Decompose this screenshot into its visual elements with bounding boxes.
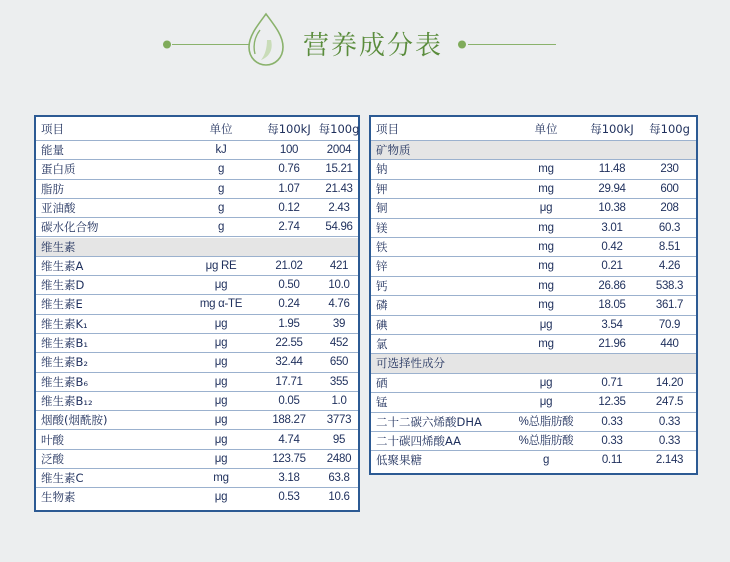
per-100kj-value: 0.42 xyxy=(601,241,623,253)
unit-cell: μg xyxy=(214,317,228,330)
per-100g-value: 538.3 xyxy=(655,279,684,292)
per-100kj-value: 11.48 xyxy=(598,163,626,176)
per-100g-value: 247.5 xyxy=(655,396,684,409)
nutrient-name: 泛酸 xyxy=(41,451,64,466)
per-100kj-value: 0.33 xyxy=(601,435,623,447)
unit-cell: mg xyxy=(538,163,554,176)
per-100kj-value: 0.05 xyxy=(278,394,300,407)
unit-cell: μg xyxy=(214,414,228,427)
per-100g-value: 2.143 xyxy=(655,454,684,467)
unit-cell: mg xyxy=(213,472,229,485)
table-row xyxy=(36,392,358,411)
table-row xyxy=(36,315,358,334)
per-100kj-value: 26.86 xyxy=(598,279,626,292)
per-100g-value: 95 xyxy=(332,433,346,446)
column-header-item: 项目 xyxy=(376,122,399,136)
table-row xyxy=(371,451,696,470)
unit-cell: μg xyxy=(214,375,228,388)
table-section-row xyxy=(36,238,358,257)
nutrient-name: 碘 xyxy=(376,317,388,332)
table-row xyxy=(36,257,358,276)
table-row xyxy=(371,432,696,451)
per-100kj-value: 1.95 xyxy=(278,317,300,330)
column-header-item: 项目 xyxy=(41,122,64,136)
unit-cell: mg xyxy=(538,241,554,253)
table-row xyxy=(371,316,696,335)
per-100kj-value: 0.21 xyxy=(601,260,623,273)
table-row xyxy=(371,277,696,296)
nutrient-name: 钾 xyxy=(376,181,388,196)
unit-cell: μg RE xyxy=(205,259,237,272)
unit-cell: g xyxy=(542,454,550,467)
nutrient-name: 镁 xyxy=(376,220,388,235)
nutrient-name: 维生素B₁ xyxy=(41,336,88,350)
table-header-row xyxy=(36,117,358,141)
per-100g-value: 10.0 xyxy=(328,279,350,292)
nutrient-name: 低聚果糖 xyxy=(376,453,422,468)
section-label: 可选择性成分 xyxy=(376,356,445,371)
table-row xyxy=(36,469,358,488)
per-100g-value: 39 xyxy=(332,317,346,330)
table-row xyxy=(36,199,358,218)
nutrient-name: 维生素B₆ xyxy=(41,374,88,389)
nutrient-name: 维生素A xyxy=(41,258,84,273)
nutrition-table-left xyxy=(34,115,360,512)
unit-cell: μg xyxy=(214,356,228,369)
column-header-per-100kj: 每100kJ xyxy=(267,122,311,136)
per-100g-value: 63.8 xyxy=(328,472,350,485)
per-100kj-value: 188.27 xyxy=(272,414,306,427)
unit-cell: μg xyxy=(214,433,228,446)
nutrient-name: 锌 xyxy=(376,259,388,274)
nutrient-name: 维生素K₁ xyxy=(41,316,88,331)
table-row xyxy=(36,218,358,237)
table-row xyxy=(36,488,358,507)
header-divider-right xyxy=(468,44,556,45)
column-header-per-100g: 每100g xyxy=(318,122,360,136)
section-label: 矿物质 xyxy=(376,143,411,157)
unit-cell: mg xyxy=(538,279,554,292)
per-100kj-value: 1.07 xyxy=(278,182,300,195)
nutrient-name: 烟酸(烟酰胺) xyxy=(41,413,108,428)
table-row xyxy=(36,160,358,179)
table-row xyxy=(371,413,696,432)
per-100g-value: 60.3 xyxy=(658,221,681,234)
table-row xyxy=(371,238,696,257)
column-header-unit: 单位 xyxy=(534,122,558,136)
nutrient-name: 脂肪 xyxy=(41,181,64,196)
table-row xyxy=(36,353,358,372)
nutrient-name: 碳水化合物 xyxy=(41,220,99,235)
unit-cell: %总脂肪酸 xyxy=(518,435,574,447)
table-row xyxy=(36,431,358,450)
nutrient-name: 磷 xyxy=(376,298,388,313)
per-100g-value: 70.9 xyxy=(658,318,681,331)
table-row xyxy=(371,257,696,276)
per-100g-value: 4.76 xyxy=(328,298,350,311)
per-100g-value: 0.33 xyxy=(658,435,681,447)
unit-cell: μg xyxy=(539,202,553,215)
per-100kj-value: 0.11 xyxy=(601,454,623,467)
unit-cell: g xyxy=(217,163,225,176)
per-100kj-value: 32.44 xyxy=(275,356,303,369)
per-100g-value: 0.33 xyxy=(658,415,681,428)
per-100kj-value: 0.71 xyxy=(601,376,623,389)
per-100g-value: 650 xyxy=(329,356,349,369)
nutrient-name: 叶酸 xyxy=(41,432,64,447)
nutrient-name: 钠 xyxy=(376,162,388,177)
table-row xyxy=(371,160,696,179)
per-100kj-value: 0.12 xyxy=(278,201,300,214)
unit-cell: g xyxy=(217,221,225,234)
per-100g-value: 2480 xyxy=(326,452,352,465)
per-100kj-value: 0.24 xyxy=(278,298,300,311)
column-header-per-100g: 每100g xyxy=(649,122,690,136)
per-100kj-value: 21.02 xyxy=(275,259,303,272)
per-100kj-value: 22.55 xyxy=(275,337,303,349)
table-row xyxy=(36,180,358,199)
nutrient-name: 蛋白质 xyxy=(41,162,76,177)
nutrient-name: 钙 xyxy=(376,278,388,293)
nutrient-name: 维生素B₁₂ xyxy=(41,393,93,408)
table-section-row xyxy=(371,354,696,373)
per-100kj-value: 10.38 xyxy=(598,202,626,215)
unit-cell: mg xyxy=(538,338,554,350)
unit-cell: μg xyxy=(539,396,553,409)
unit-cell: mg α-TE xyxy=(199,298,243,311)
per-100g-value: 421 xyxy=(329,259,349,272)
nutrient-name: 二十碳四烯酸AA xyxy=(376,434,462,448)
nutrition-table-right xyxy=(369,115,698,475)
nutrient-name: 硒 xyxy=(376,375,388,390)
per-100g-value: 15.21 xyxy=(325,163,353,176)
nutrient-name: 能量 xyxy=(41,143,64,157)
per-100kj-value: 3.01 xyxy=(601,221,623,234)
per-100kj-value: 0.50 xyxy=(278,279,300,292)
per-100kj-value: 4.74 xyxy=(278,433,300,446)
unit-cell: μg xyxy=(214,394,228,407)
per-100kj-value: 3.54 xyxy=(601,318,623,331)
per-100g-value: 230 xyxy=(660,163,679,176)
per-100g-value: 8.51 xyxy=(658,241,681,253)
per-100g-value: 355 xyxy=(329,375,349,388)
nutrient-name: 生物素 xyxy=(41,490,76,505)
page-title: 营养成分表 xyxy=(303,31,444,61)
per-100g-value: 21.43 xyxy=(325,182,353,195)
per-100g-value: 361.7 xyxy=(655,299,684,312)
leaf-dot-icon xyxy=(162,40,172,49)
table-row xyxy=(371,199,696,218)
per-100g-value: 54.96 xyxy=(325,221,353,234)
table-row xyxy=(36,141,358,160)
nutrient-name: 维生素E xyxy=(41,297,83,312)
leaf-dot-icon xyxy=(457,40,467,49)
per-100kj-value: 100 xyxy=(279,144,299,156)
nutrient-name: 维生素B₂ xyxy=(41,355,88,370)
per-100kj-value: 0.53 xyxy=(278,491,300,504)
table-row xyxy=(371,374,696,393)
nutrient-name: 亚油酸 xyxy=(41,200,76,215)
unit-cell: mg xyxy=(538,299,554,312)
per-100g-value: 3773 xyxy=(326,414,352,427)
unit-cell: %总脂肪酸 xyxy=(518,415,574,428)
nutrient-name: 二十二碳六烯酸DHA xyxy=(376,414,482,429)
unit-cell: μg xyxy=(214,337,228,349)
column-header-per-100kj: 每100kJ xyxy=(590,122,634,136)
table-header-row xyxy=(371,117,696,141)
table-row xyxy=(36,276,358,295)
unit-cell: mg xyxy=(538,221,554,234)
per-100kj-value: 0.33 xyxy=(601,415,623,428)
nutrient-name: 维生素D xyxy=(41,278,85,293)
unit-cell: kJ xyxy=(215,144,227,156)
per-100kj-value: 21.96 xyxy=(598,338,626,350)
per-100g-value: 1.0 xyxy=(331,394,347,407)
unit-cell: μg xyxy=(539,376,553,389)
table-row xyxy=(371,393,696,412)
unit-cell: mg xyxy=(538,260,554,273)
per-100g-value: 14.20 xyxy=(655,376,684,389)
table-row xyxy=(36,334,358,353)
table-row xyxy=(371,335,696,354)
unit-cell: μg xyxy=(214,279,228,292)
unit-cell: g xyxy=(217,182,225,195)
per-100g-value: 2.43 xyxy=(328,201,350,214)
per-100g-value: 2004 xyxy=(326,144,352,156)
per-100g-value: 10.6 xyxy=(328,491,350,504)
table-row xyxy=(36,373,358,392)
unit-cell: μg xyxy=(214,452,228,465)
per-100kj-value: 2.74 xyxy=(278,221,300,234)
per-100kj-value: 123.75 xyxy=(272,452,306,465)
per-100g-value: 600 xyxy=(660,182,679,195)
nutrient-name: 铜 xyxy=(376,201,388,216)
unit-cell: mg xyxy=(538,182,554,195)
column-header-unit: 单位 xyxy=(209,122,233,136)
per-100kj-value: 12.35 xyxy=(598,396,626,409)
table-row xyxy=(36,450,358,469)
table-row xyxy=(371,180,696,199)
per-100g-value: 208 xyxy=(660,202,679,215)
page-header xyxy=(0,0,730,100)
per-100kj-value: 3.18 xyxy=(278,472,300,485)
nutrient-name: 维生素C xyxy=(41,471,84,486)
table-section-row xyxy=(371,141,696,160)
per-100kj-value: 18.05 xyxy=(598,299,626,312)
nutrient-name: 氯 xyxy=(376,337,388,351)
section-label: 维生素 xyxy=(41,239,76,254)
table-row xyxy=(371,219,696,238)
table-row xyxy=(371,296,696,315)
per-100kj-value: 17.71 xyxy=(275,375,303,388)
table-row xyxy=(36,411,358,430)
nutrient-name: 铁 xyxy=(376,240,388,254)
per-100kj-value: 29.94 xyxy=(598,182,626,195)
per-100g-value: 452 xyxy=(329,337,349,349)
per-100g-value: 4.26 xyxy=(658,260,681,273)
table-row xyxy=(36,295,358,314)
per-100kj-value: 0.76 xyxy=(278,163,300,176)
nutrient-name: 锰 xyxy=(376,395,388,410)
unit-cell: μg xyxy=(539,318,553,331)
per-100g-value: 440 xyxy=(660,338,679,350)
water-drop-leaf-icon xyxy=(237,10,295,70)
unit-cell: μg xyxy=(214,491,228,504)
unit-cell: g xyxy=(217,201,225,214)
